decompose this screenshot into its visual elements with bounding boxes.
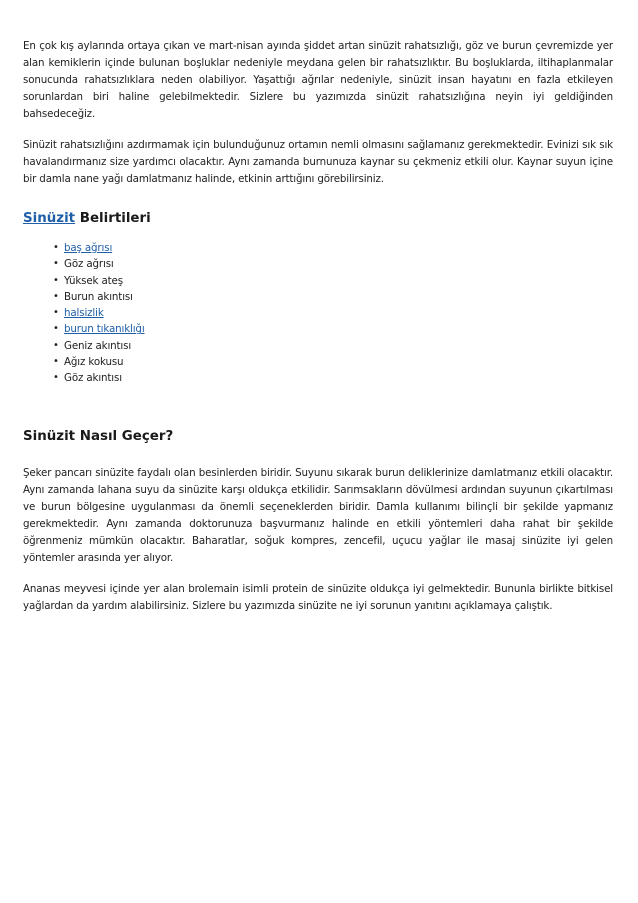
symptom-link-bas-agrisi[interactable]: baş ağrısı	[64, 242, 113, 254]
symptom-link-burun-tikanikligi[interactable]: burun tıkanıklığı	[64, 323, 145, 336]
symptom-text: Göz akıntısı	[64, 372, 122, 385]
sinuzit-heading-link[interactable]: Sinüzit	[23, 211, 76, 226]
symptoms-heading	[23, 210, 613, 228]
intro-paragraph-1: En çok kış aylarında ortaya çıkan ve mart-nisan ayında şiddet artan sinüzit rahatsızlığı, göz ve burun çevremizde yer alan kemiklerin içinde bulunan boşluklar nedeniyle meydana gelen bir rahatsızlıktır. Bu boşluklarda, iltihaplanmalar sonucunda rahatsızlıklara neden olabiliyor. Yaşattığı ağrılar nedeniyle, sinüzit insan hayatını en fazla etkileyen sorunlardan biri haline gelebilmektedir. Sizlere bu yazımızda sinüzit rahatsızlığına neyin iyi geldiğinden bahsedeceğiz.	[23, 40, 613, 120]
bullet-icon: •	[53, 307, 59, 319]
list-item	[53, 289, 613, 305]
list-item	[53, 338, 613, 354]
remedy-heading: Sinüzit Nasıl Geçer?	[23, 428, 174, 444]
remedy-paragraph-2: Ananas meyvesi içinde yer alan brolemain isimli protein de sinüzite oldukça iyi gelmektedir. Bununla birlikte bitkisel yağlardan da yardım alabilirsiniz. Sizlere bu yazımızda sinüzite ne iyi sorunun yanıtını açıklamaya çalıştık.	[23, 582, 613, 612]
symptoms-heading-rest: Belirtileri	[75, 211, 151, 226]
list-item	[53, 273, 613, 289]
symptom-text: Göz ağrısı	[64, 258, 114, 271]
bullet-icon: •	[53, 339, 59, 351]
symptom-text: Geniz akıntısı	[64, 339, 132, 352]
bullet-icon: •	[53, 323, 59, 335]
bullet-icon: •	[53, 356, 59, 368]
bullet-icon: •	[53, 274, 59, 286]
bullet-icon: •	[53, 242, 59, 253]
bullet-icon: •	[53, 258, 59, 270]
symptom-text: Ağız kokusu	[64, 356, 124, 369]
bullet-icon: •	[53, 372, 59, 384]
list-item	[53, 321, 613, 337]
list-item	[53, 354, 613, 370]
document-page	[23, 38, 613, 629]
list-item	[53, 256, 613, 272]
list-item	[53, 370, 613, 386]
remedy-paragraph-1: Şeker pancarı sinüzite faydalı olan besinlerden biridir. Suyunu sıkarak burun deliklerinize damlatmanız etkili olacaktır. Aynı zamanda lahana suyu da sinüzite karşı oldukça etkilidir. Sarımsakların dövülmesi ardından suyunun çıkartılması ve burun bölgesine uygulanması da önemli seçeneklerden biridir. Damla kullanımı bilinçli bir şekilde yapmanız gerekmektedir. Aynı zamanda doktorunuza başvurmanız halinde en etkili yöntemleri daha rahat bir şekilde öğrenmeniz mümkün olacaktır. Baharatlar, soğuk kompres, zencefil, uçucu yağlar ile masaj sinüzite iyi gelen yöntemler arasında yer alıyor.	[23, 466, 613, 564]
list-item	[53, 305, 613, 321]
symptom-link-halsizlik[interactable]: halsizlik	[64, 307, 104, 320]
list-item	[53, 240, 613, 256]
bullet-icon: •	[53, 290, 59, 302]
symptom-text: Burun akıntısı	[64, 290, 133, 303]
symptom-text: Yüksek ateş	[64, 274, 123, 287]
intro-paragraph-2: Sinüzit rahatsızlığını azdırmamak için bulunduğunuz ortamın nemli olmasını sağlamanız gerekmektedir. Evinizi sık sık havalandırmanız size yardımcı olacaktır. Aynı zamanda burnunuza kaynar su çekmeniz etkili olur. Kaynar suyun içine bir damla nane yağı damlatmanız halinde, etkinin arttığını görebilirsiniz.	[23, 139, 613, 185]
symptoms-list	[23, 240, 613, 387]
